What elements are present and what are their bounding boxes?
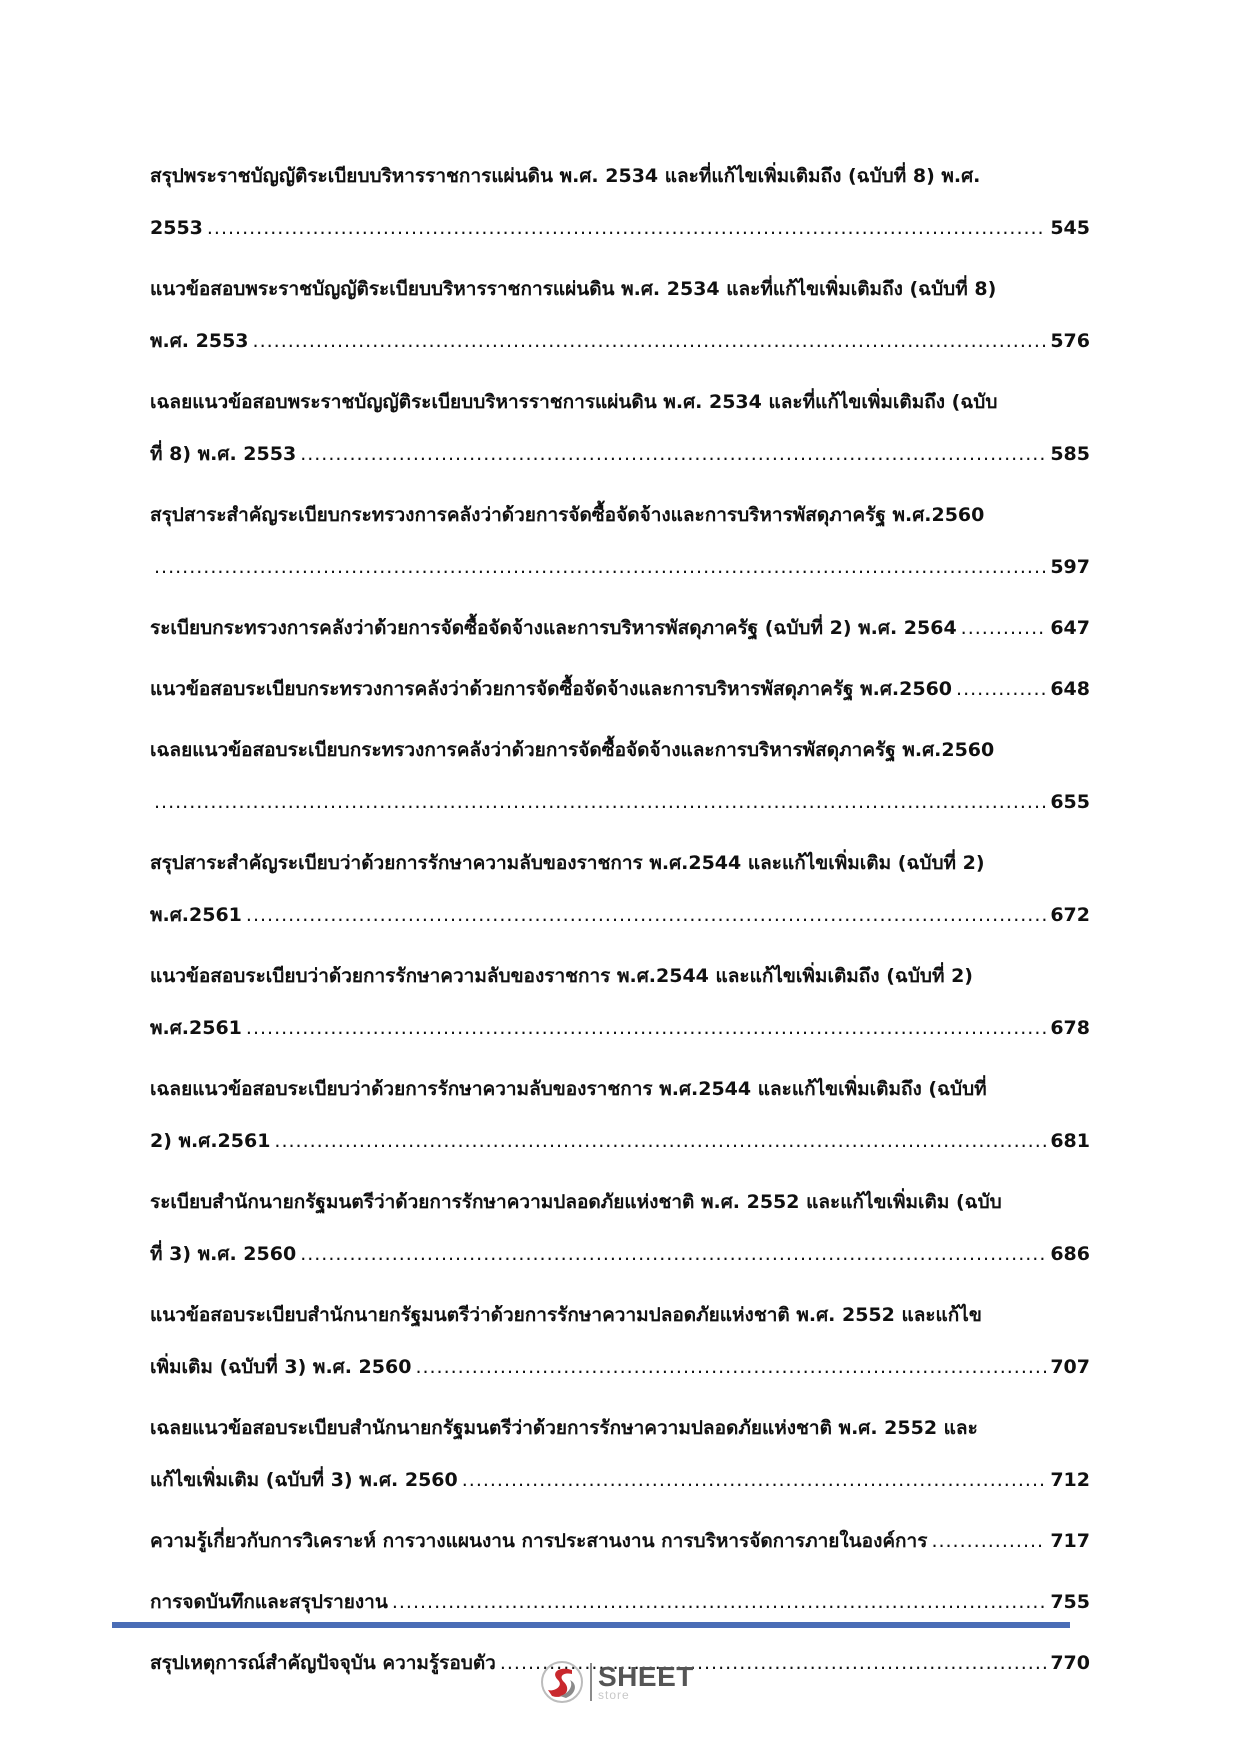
toc-entry-title-line1: แนวข้อสอบพระราชบัญญัติระเบียบบริหารราชการแผ่นดิน พ.ศ. 2534 และที่แก้ไขเพิ่มเติมถึง (ฉบับที่ 8) — [150, 278, 997, 300]
logo-subword: store — [598, 1688, 630, 1702]
toc-entry-title-line1: แนวข้อสอบระเบียบสำนักนายกรัฐมนตรีว่าด้วยการรักษาความปลอดภัยแห่งชาติ พ.ศ. 2552 และแก้ไข — [150, 1304, 982, 1326]
toc-entry[interactable] — [150, 263, 1090, 367]
logo-wordmark — [598, 1663, 694, 1701]
toc-entry-title: การจดบันทึกและสรุปรายงาน — [150, 1591, 388, 1613]
toc-entry-title-line1: เฉลยแนวข้อสอบระเบียบกระทรวงการคลังว่าด้วยการจัดซื้อจัดจ้างและการบริหารพัสดุภาครัฐ พ.ศ.2560 — [150, 739, 995, 761]
toc-entry-title-line2: ที่ 3) พ.ศ. 2560 — [150, 1243, 297, 1265]
dot-leader — [462, 1454, 1047, 1506]
dot-leader — [246, 889, 1046, 941]
toc-entry-title-line2: แก้ไขเพิ่มเติม (ฉบับที่ 3) พ.ศ. 2560 — [150, 1469, 458, 1491]
toc-entry[interactable] — [150, 837, 1090, 941]
toc-entry[interactable] — [150, 1576, 1090, 1628]
dot-leader — [154, 541, 1046, 593]
toc-entry-title-line2: ที่ 8) พ.ศ. 2553 — [150, 443, 297, 465]
toc-entry-title-line1: ระเบียบสำนักนายกรัฐมนตรีว่าด้วยการรักษาความปลอดภัยแห่งชาติ พ.ศ. 2552 และแก้ไขเพิ่มเติม (ฉบับ — [150, 1191, 1002, 1213]
toc-entry-page-number: 545 — [1050, 217, 1090, 239]
toc-entry[interactable] — [150, 376, 1090, 480]
toc-entry-page-number: 681 — [1050, 1130, 1090, 1152]
logo-separator — [590, 1663, 592, 1701]
dot-leader — [931, 1515, 1046, 1567]
logo-word: SHEET — [598, 1661, 694, 1692]
sheet-store-logo — [540, 1656, 710, 1708]
toc-entry-title-line2: พ.ศ. 2553 — [150, 330, 249, 352]
toc-entry-title: ความรู้เกี่ยวกับการวิเคราะห์ การวางแผนงาน การประสานงาน การบริหารจัดการภายในองค์การ — [150, 1530, 928, 1552]
toc-entry[interactable] — [150, 150, 1090, 254]
toc-entry-title-line1: สรุปสาระสำคัญระเบียบว่าด้วยการรักษาความลับของราชการ พ.ศ.2544 และแก้ไขเพิ่มเติม (ฉบับที่ 2) — [150, 852, 985, 874]
toc-entry-title-line2: พ.ศ.2561 — [150, 904, 242, 926]
toc-entry-title-line2: พ.ศ.2561 — [150, 1017, 242, 1039]
toc-entry-page-number: 597 — [1050, 556, 1090, 578]
table-of-contents — [150, 150, 1090, 1698]
toc-entry-title-line1: สรุปพระราชบัญญัติระเบียบบริหารราชการแผ่นดิน พ.ศ. 2534 และที่แก้ไขเพิ่มเติมถึง (ฉบับที่ 8) พ.ศ. — [150, 165, 981, 187]
toc-entry-page-number: 678 — [1050, 1017, 1090, 1039]
dot-leader — [961, 602, 1047, 654]
toc-entry-title-line1: สรุปสาระสำคัญระเบียบกระทรวงการคลังว่าด้วยการจัดซื้อจัดจ้างและการบริหารพัสดุภาครัฐ พ.ศ.2560 — [150, 504, 985, 526]
toc-entry-title-line1: เฉลยแนวข้อสอบระเบียบว่าด้วยการรักษาความลับของราชการ พ.ศ.2544 และแก้ไขเพิ่มเติมถึง (ฉบับที่ — [150, 1078, 987, 1100]
dot-leader — [274, 1115, 1046, 1167]
toc-entry-page-number: 576 — [1050, 330, 1090, 352]
toc-entry[interactable] — [150, 1176, 1090, 1280]
dot-leader — [300, 428, 1046, 480]
toc-entry-title: แนวข้อสอบระเบียบกระทรวงการคลังว่าด้วยการจัดซื้อจัดจ้างและการบริหารพัสดุภาครัฐ พ.ศ.2560 — [150, 678, 953, 700]
toc-entry-page-number: 717 — [1050, 1530, 1090, 1552]
toc-entry-page-number: 770 — [1050, 1652, 1090, 1674]
toc-entry[interactable] — [150, 1515, 1090, 1567]
toc-entry-page-number: 648 — [1050, 678, 1090, 700]
dot-leader — [392, 1576, 1047, 1628]
footer-divider — [112, 1622, 1070, 1628]
dot-leader — [956, 663, 1046, 715]
toc-entry-title-line1: เฉลยแนวข้อสอบระเบียบสำนักนายกรัฐมนตรีว่าด้วยการรักษาความปลอดภัยแห่งชาติ พ.ศ. 2552 และ — [150, 1417, 978, 1439]
toc-entry[interactable] — [150, 602, 1090, 654]
toc-entry-page-number: 647 — [1050, 617, 1090, 639]
toc-entry-page-number: 755 — [1050, 1591, 1090, 1613]
toc-entry-title-line2: 2) พ.ศ.2561 — [150, 1130, 271, 1152]
toc-entry[interactable] — [150, 1289, 1090, 1393]
toc-entry[interactable] — [150, 663, 1090, 715]
toc-entry-page-number: 585 — [1050, 443, 1090, 465]
toc-entry[interactable] — [150, 724, 1090, 828]
toc-entry[interactable] — [150, 1402, 1090, 1506]
toc-entry[interactable] — [150, 1063, 1090, 1167]
toc-entry-title-line1: แนวข้อสอบระเบียบว่าด้วยการรักษาความลับของราชการ พ.ศ.2544 และแก้ไขเพิ่มเติมถึง (ฉบับที่ 2) — [150, 965, 973, 987]
toc-entry-title-line2: เพิ่มเติม (ฉบับที่ 3) พ.ศ. 2560 — [150, 1356, 412, 1378]
toc-entry-page-number: 686 — [1050, 1243, 1090, 1265]
sheet-store-logo-icon — [540, 1658, 584, 1706]
dot-leader — [154, 776, 1046, 828]
toc-entry-page-number: 672 — [1050, 904, 1090, 926]
toc-entry-title: ระเบียบกระทรวงการคลังว่าด้วยการจัดซื้อจัดจ้างและการบริหารพัสดุภาครัฐ (ฉบับที่ 2) พ.ศ. 2564 — [150, 617, 957, 639]
dot-leader — [207, 202, 1046, 254]
dot-leader — [253, 315, 1047, 367]
toc-entry[interactable] — [150, 950, 1090, 1054]
toc-entry-title-line2: 2553 — [150, 217, 203, 239]
dot-leader — [246, 1002, 1046, 1054]
toc-entry-title-line1: เฉลยแนวข้อสอบพระราชบัญญัติระเบียบบริหารราชการแผ่นดิน พ.ศ. 2534 และที่แก้ไขเพิ่มเติมถึง (ฉบับ — [150, 391, 998, 413]
toc-entry-title: สรุปเหตุการณ์สำคัญปัจจุบัน ความรู้รอบตัว — [150, 1652, 496, 1674]
dot-leader — [300, 1228, 1046, 1280]
toc-entry[interactable] — [150, 489, 1090, 593]
toc-entry-page-number: 655 — [1050, 791, 1090, 813]
toc-entry-page-number: 712 — [1050, 1469, 1090, 1491]
dot-leader — [415, 1341, 1046, 1393]
toc-entry-page-number: 707 — [1050, 1356, 1090, 1378]
